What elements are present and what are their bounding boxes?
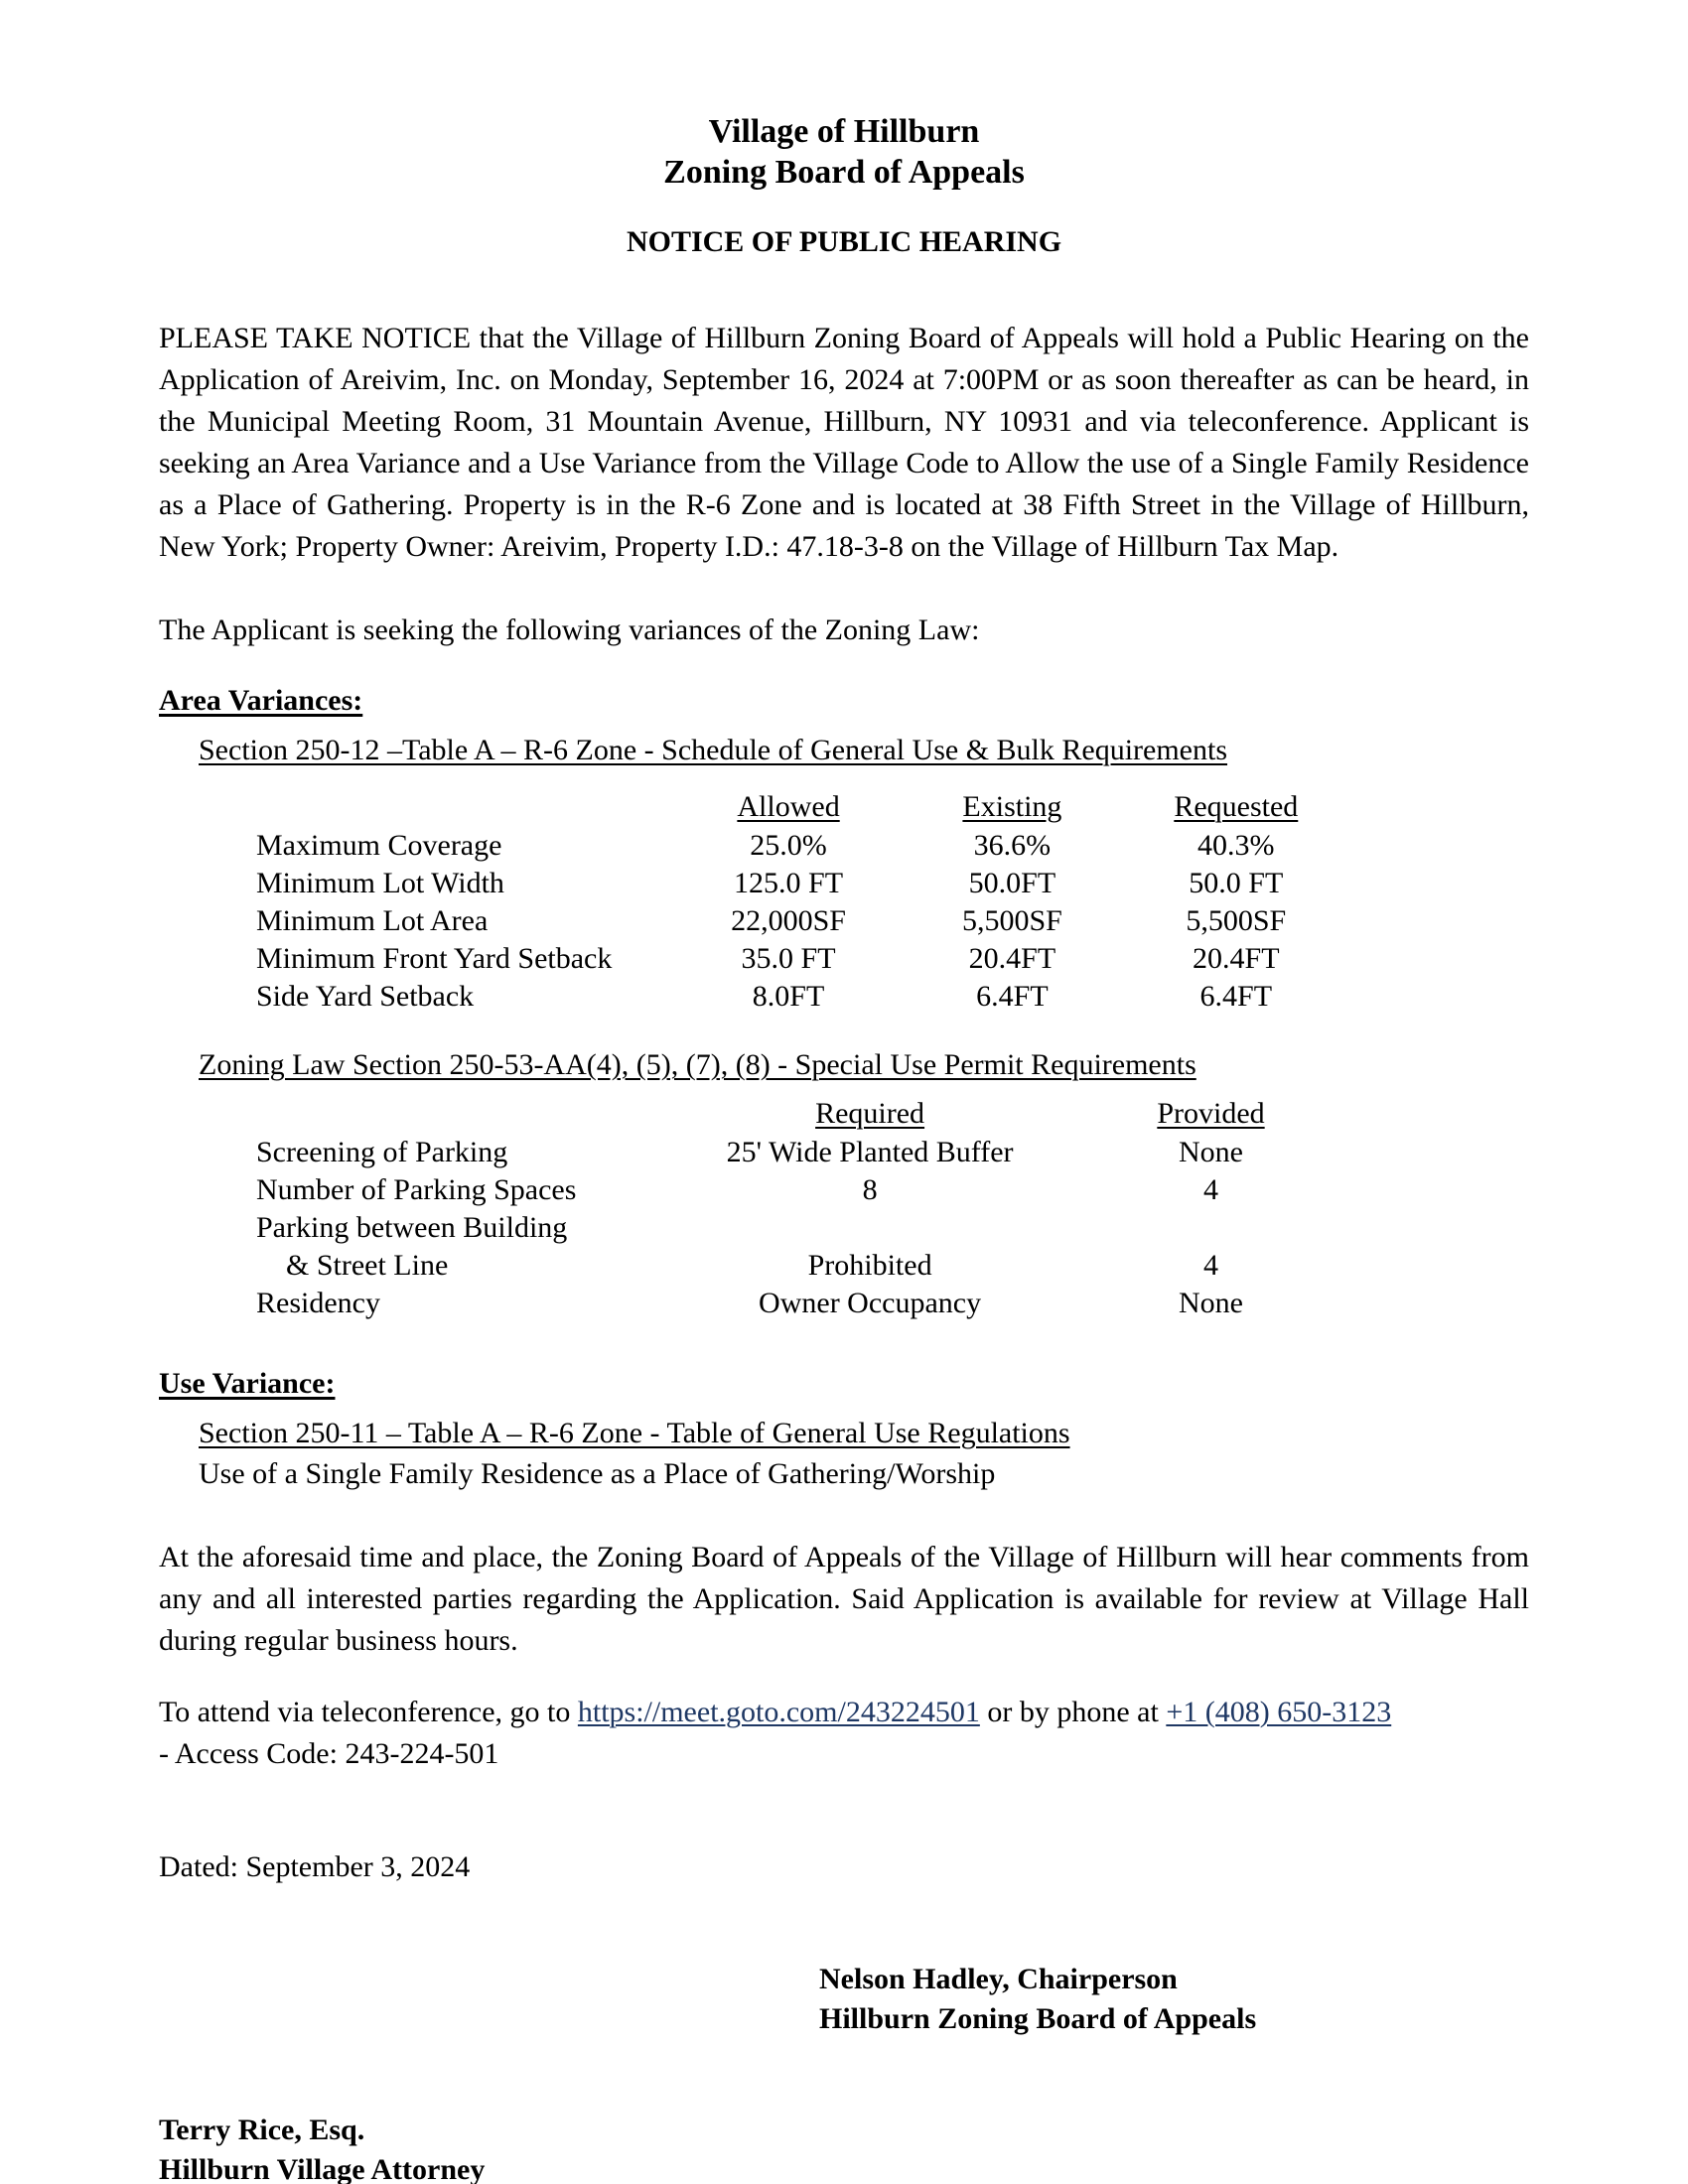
chairperson-signature-block bbox=[819, 1960, 1529, 2039]
village-name: Village of Hillburn bbox=[708, 113, 980, 150]
section-250-53-heading bbox=[199, 1045, 1529, 1085]
chairperson-title: Hillburn Zoning Board of Appeals bbox=[819, 2002, 1257, 2035]
row-provided: None bbox=[1179, 1136, 1243, 1168]
row-allowed: 125.0 FT bbox=[734, 867, 844, 899]
area-variances-heading bbox=[159, 681, 1529, 721]
section-250-12-text: Section 250-12 –Table A – R-6 Zone - Schedule of General Use & Bulk Requirements bbox=[199, 734, 1228, 766]
notice-heading: NOTICE OF PUBLIC HEARING bbox=[626, 225, 1062, 258]
document-content bbox=[159, 0, 1529, 2184]
row-allowed: 35.0 FT bbox=[741, 942, 836, 975]
bulk-col-label bbox=[159, 788, 674, 827]
bulk-col-allowed-text: Allowed bbox=[737, 790, 840, 823]
section-250-11-heading bbox=[199, 1414, 1529, 1453]
board-name: Zoning Board of Appeals bbox=[663, 154, 1025, 191]
row-allowed: 22,000SF bbox=[731, 904, 846, 937]
special-use-table-head bbox=[159, 1095, 1350, 1134]
attorney-signature-block bbox=[159, 2111, 1529, 2184]
row-label: Minimum Lot Width bbox=[256, 867, 504, 899]
row-label: Number of Parking Spaces bbox=[256, 1173, 577, 1206]
table-row bbox=[159, 1171, 1350, 1209]
row-label: Minimum Lot Area bbox=[256, 904, 489, 937]
bulk-requirements-table bbox=[159, 788, 1350, 1016]
bulk-table-head bbox=[159, 788, 1350, 827]
spacer bbox=[159, 1404, 1529, 1414]
row-existing: 50.0FT bbox=[968, 867, 1056, 899]
bulk-col-existing bbox=[903, 788, 1121, 827]
row-label: Residency bbox=[256, 1287, 380, 1319]
spacer bbox=[159, 1495, 1529, 1537]
access-code-line: - Access Code: 243-224-501 bbox=[159, 1737, 499, 1770]
row-required: 8 bbox=[862, 1173, 878, 1206]
spacer bbox=[159, 770, 1529, 788]
bulk-col-existing-text: Existing bbox=[962, 790, 1062, 823]
table-row bbox=[159, 978, 1350, 1016]
use-description-line: Use of a Single Family Residence as a Place of Gathering/Worship bbox=[199, 1457, 996, 1490]
special-col-label bbox=[159, 1095, 668, 1134]
row-existing: 20.4FT bbox=[968, 942, 1056, 975]
phone-number-link[interactable]: +1 (408) 650-3123 bbox=[1166, 1696, 1392, 1728]
row-provided: None bbox=[1179, 1287, 1243, 1319]
section-250-11-text: Section 250-11 – Table A – R-6 Zone - Table of General Use Regulations bbox=[199, 1417, 1070, 1449]
document-header bbox=[159, 0, 1529, 260]
row-required: Prohibited bbox=[807, 1249, 932, 1282]
row-label: Maximum Coverage bbox=[256, 829, 502, 862]
table-row bbox=[159, 940, 1350, 978]
use-variance-heading bbox=[159, 1364, 1529, 1404]
table-row bbox=[159, 902, 1350, 940]
row-provided bbox=[1071, 1209, 1350, 1247]
table-header-row bbox=[159, 1095, 1350, 1134]
bulk-col-allowed bbox=[674, 788, 903, 827]
row-requested: 50.0 FT bbox=[1189, 867, 1284, 899]
table-row bbox=[159, 1247, 1350, 1285]
hearing-closing-paragraph: At the aforesaid time and place, the Zoning Board of Appeals of the Village of Hillburn will hear comments from any and all interested parties regarding the Application. Said Application is available for review at Village Hall during regular business hours. bbox=[159, 1541, 1529, 1657]
special-use-table-body bbox=[159, 1134, 1350, 1322]
row-provided: 4 bbox=[1203, 1173, 1218, 1206]
spacer bbox=[159, 1016, 1529, 1045]
attorney-title: Hillburn Village Attorney bbox=[159, 2153, 486, 2184]
row-requested: 20.4FT bbox=[1193, 942, 1280, 975]
attorney-name: Terry Rice, Esq. bbox=[159, 2114, 365, 2146]
row-existing: 36.6% bbox=[973, 829, 1052, 862]
table-row bbox=[159, 865, 1350, 902]
notice-paragraph: PLEASE TAKE NOTICE that the Village of Hillburn Zoning Board of Appeals will hold a Public Hearing on the Application of Areivim, Inc. on Monday, September 16, 2024 at 7:00PM or as soon thereafter as can be heard, in the Municipal Meeting Room, 31 Mountain Avenue, Hillburn, NY 10931 and via teleconference. Applicant is seeking an Area Variance and a Use Variance from the Village Code to Allow the use of a Single Family Residence as a Place of Gathering. Property is in the R-6 Zone and is located at 38 Fifth Street in the Village of Hillburn, New York; Property Owner: Areivim, Property I.D.: 47.18-3-8 on the Village of Hillburn Tax Map. bbox=[159, 322, 1529, 563]
row-existing: 6.4FT bbox=[976, 980, 1049, 1013]
row-allowed: 8.0FT bbox=[752, 980, 825, 1013]
spacer bbox=[159, 2081, 1529, 2111]
row-label: Minimum Front Yard Setback bbox=[256, 942, 613, 975]
row-existing: 5,500SF bbox=[961, 904, 1062, 937]
teleconference-middle: or by phone at bbox=[979, 1696, 1167, 1728]
dated-line: Dated: September 3, 2024 bbox=[159, 1850, 471, 1883]
row-requested: 40.3% bbox=[1197, 829, 1275, 862]
spacer bbox=[159, 2039, 1529, 2081]
special-col-required-text: Required bbox=[815, 1097, 925, 1130]
section-250-53-text: Zoning Law Section 250-53-AA(4), (5), (7), (8) - Special Use Permit Requirements bbox=[199, 1048, 1196, 1081]
row-label: Parking between Building bbox=[256, 1211, 568, 1244]
row-allowed: 25.0% bbox=[750, 829, 827, 862]
row-requested: 5,500SF bbox=[1186, 904, 1287, 937]
spacer bbox=[159, 721, 1529, 731]
table-row bbox=[159, 1209, 1350, 1247]
row-label: Side Yard Setback bbox=[256, 980, 475, 1013]
row-label: & Street Line bbox=[286, 1249, 449, 1282]
spacer bbox=[159, 1322, 1529, 1364]
special-col-provided bbox=[1071, 1095, 1350, 1134]
chairperson-name: Nelson Hadley, Chairperson bbox=[819, 1963, 1178, 1995]
table-row bbox=[159, 1134, 1350, 1171]
special-use-table bbox=[159, 1095, 1350, 1322]
row-required: 25' Wide Planted Buffer bbox=[726, 1136, 1014, 1168]
spacer bbox=[159, 1888, 1529, 1930]
table-row bbox=[159, 1285, 1350, 1322]
section-250-12-heading bbox=[199, 731, 1529, 770]
teleconference-prefix: To attend via teleconference, go to bbox=[159, 1696, 578, 1728]
spacer bbox=[159, 1817, 1529, 1846]
bulk-table-body bbox=[159, 827, 1350, 1016]
spacer bbox=[159, 1930, 1529, 1960]
spacer bbox=[159, 1775, 1529, 1817]
table-row bbox=[159, 827, 1350, 865]
use-variance-heading-text: Use Variance: bbox=[159, 1367, 336, 1400]
spacer bbox=[159, 1662, 1529, 1692]
special-col-required bbox=[668, 1095, 1071, 1134]
meeting-url-link[interactable]: https://meet.goto.com/243224501 bbox=[577, 1696, 980, 1728]
table-header-row bbox=[159, 788, 1350, 827]
bulk-col-requested bbox=[1122, 788, 1350, 827]
row-provided: 4 bbox=[1203, 1249, 1218, 1282]
area-variances-heading-text: Area Variances: bbox=[159, 684, 363, 717]
row-label: Screening of Parking bbox=[256, 1136, 508, 1168]
row-required: Owner Occupancy bbox=[759, 1287, 982, 1319]
teleconference-paragraph bbox=[159, 1692, 1529, 1733]
row-required bbox=[668, 1209, 1071, 1247]
special-col-provided-text: Provided bbox=[1157, 1097, 1265, 1130]
spacer bbox=[159, 651, 1529, 681]
bulk-col-requested-text: Requested bbox=[1174, 790, 1299, 823]
spacer bbox=[159, 1085, 1529, 1095]
row-requested: 6.4FT bbox=[1199, 980, 1273, 1013]
spacer bbox=[159, 568, 1529, 610]
seeking-variances-line: The Applicant is seeking the following variances of the Zoning Law: bbox=[159, 614, 980, 646]
